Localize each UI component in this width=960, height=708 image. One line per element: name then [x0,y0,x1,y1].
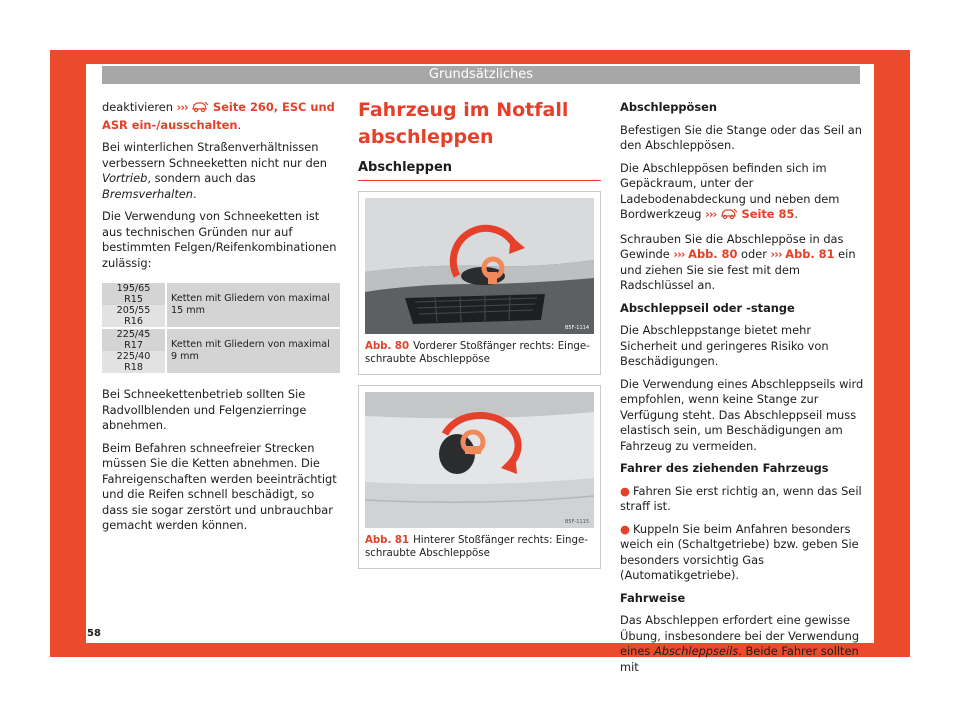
tire-size: 225/45 R17 [102,329,166,351]
tire-size: 225/40 R18 [102,351,166,373]
text: . Beide Fahrer sollten mit [620,644,859,674]
chain-size-table [102,283,340,373]
paragraph: Befestigen Sie die Stange oder das Seil an den Abschleppösen. [620,122,862,152]
figure-caption [365,340,594,366]
section-header: Grundsätzliches [102,66,860,84]
caption-text: Vorderer Stoßfänger rechts: Eingeschraubte Abschleppöse [365,341,590,365]
section-title: Abschleppen [358,160,601,181]
chapter-title: Fahrzeug im Notfall abschleppen [358,99,569,148]
figure-code: B5F-1115 [565,519,590,525]
paragraph: Die Verwendung eines Abschleppseils wird empfohlen, wenn keine Stange zur Verfügung steht. Das Abschleppseil muss elastisch sein, um Beschädigungen am Fahrzeug zu vermeiden. [620,376,864,453]
figure-81 [358,385,601,569]
car-breakdown-icon [720,208,738,225]
paragraph-snowchains [102,140,340,202]
text: oder [741,247,767,261]
bullet-icon: ● [620,521,630,536]
link-abb-81[interactable]: Abb. 81 [785,247,835,261]
figure-number: Abb. 81 [365,535,410,546]
text-italic: Vortrieb [102,171,148,185]
caption-text: Hinterer Stoßfänger rechts: Eingeschraubte Abschleppöse [365,535,588,559]
page-number: 58 [87,628,101,639]
arrow-ref-icon: ››› [176,100,188,114]
paragraph [620,161,865,225]
paragraph-wheelcovers: Bei Schneekettenbetrieb sollten Sie Radvollblenden und Felgenzierringe abnehmen. [102,387,307,432]
link-seite-85[interactable]: Seite 85 [741,207,795,221]
tire-size: 205/55 R16 [102,305,166,327]
arrow-ref-icon: ››› [770,247,782,261]
column-right [620,100,865,682]
text-italic: Abschleppseils [653,644,739,658]
figure-code: B5F-1114 [565,325,590,331]
text: Die Abschleppösen befinden sich im Gepäckraum, unter der Ladebodenabdeckung und neben dem Bordwerkzeug [620,160,840,221]
figure-caption [365,534,594,560]
manual-page [86,64,874,674]
text: . [193,186,197,201]
link-esc-asr[interactable]: Seite 260, ESC und ASR ein-/ausschalten [102,100,335,132]
bullet-item [620,484,865,515]
link-abb-80[interactable]: Abb. 80 [688,247,738,261]
figure-number: Abb. 80 [365,341,410,352]
heading-abschleppseil: Abschleppseil oder -stange [620,300,795,315]
paragraph: Die Abschleppstange bietet mehr Sicherheit und geringeres Risiko von Beschädigungen. [620,323,829,368]
text: . [794,207,798,221]
text: Bei winterlichen Straßenverhältnissen verbessern Schneeketten nicht nur den [102,140,327,170]
arrow-ref-icon: ››› [673,247,685,261]
text: deaktivieren [102,100,174,114]
chain-spec: Ketten mit Gliedern von maximal 9 mm [166,329,340,373]
text: Fahren Sie erst richtig an, wenn das Seil straff ist. [620,483,862,513]
text-italic: Bremsverhalten [102,186,194,201]
heading-fahrer: Fahrer des ziehenden Fahrzeugs [620,461,829,475]
column-middle [358,100,601,569]
paragraph [620,232,865,294]
car-breakdown-icon [191,101,209,118]
paragraph-usage: Die Verwendung von Schneeketten ist aus technischen Gründen nur auf bestimmten Felgen/Reifenkombinationen zulässig: [102,209,337,270]
column-left [102,100,340,541]
paragraph-deactivate [102,100,340,133]
figure-80 [358,191,601,375]
arrow-ref-icon: ››› [705,207,717,221]
rear-bumper-illustration [365,392,594,528]
text: Schrauben Sie die Abschleppöse in das Gewinde [620,231,844,261]
chain-spec: Ketten mit Gliedern von maximal 15 mm [166,283,340,327]
heading-fahrweise: Fahrweise [620,590,686,605]
front-bumper-illustration [365,198,594,334]
heading-abschleppoesen: Abschleppösen [620,100,717,114]
text: Das Abschleppen erfordert eine gewisse Übung, insbesondere bei der Verwendung eines [620,613,860,658]
text: Kuppeln Sie beim Anfahren besonders weich ein (Schaltgetriebe) bzw. geben Sie besonders vorsichtig Gas (Automatikgetriebe). [620,521,859,582]
tire-size: 195/65 R15 [102,283,166,305]
text: . [237,117,242,132]
paragraph-remove-chains: Beim Befahren schneefreier Strecken müssen Sie die Ketten abnehmen. Die Fahreigenschaften werden beeinträchtigt und die Reifen schnell beschädigt, so dass sie sogar zerstört und unbrauchbar gemacht werden können. [102,440,337,532]
bullet-item [620,522,865,584]
text: ein und ziehen Sie sie fest mit dem Radschlüssel an. [620,247,856,292]
paragraph [620,613,865,675]
bullet-icon: ● [620,483,630,498]
text: , sondern auch das [147,171,256,185]
